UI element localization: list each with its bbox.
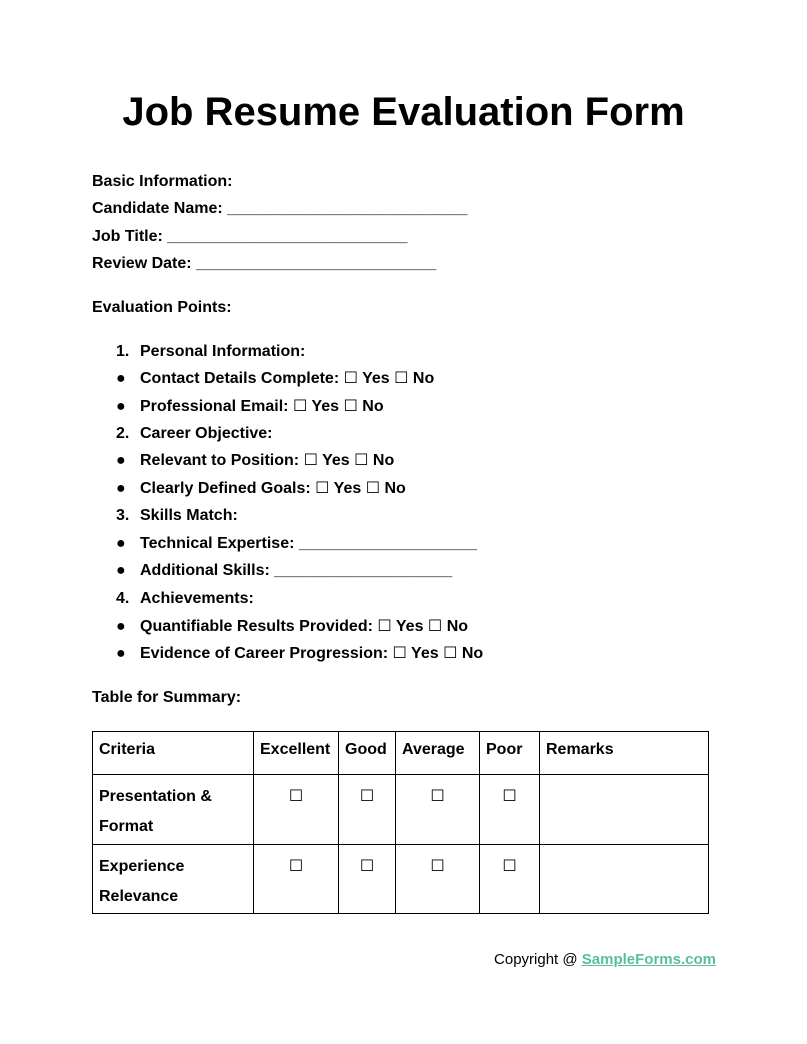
list-item [116,369,434,389]
section-title-text: Personal Information: [140,343,306,360]
section-title-text: Career Objective: [140,425,273,442]
section-title [116,342,305,362]
checkbox-icon[interactable]: ☐ [480,845,540,914]
checkbox-icon[interactable]: ☐ [396,845,480,914]
review-date-blank[interactable]: ___________________________ [196,255,437,272]
list-item [116,479,406,499]
checkbox-icon[interactable]: ☐ [339,845,396,914]
criteria-cell: Presentation & Format [93,775,254,845]
page-title: Job Resume Evaluation Form [122,90,685,134]
column-header: Poor [480,732,540,775]
bullet-icon: ● [116,535,126,552]
list-item-text[interactable]: Additional Skills: ____________________ [140,562,453,579]
review-date-label: Review Date: [92,255,192,272]
table-row [93,845,709,914]
job-title-field [92,227,408,247]
column-header: Excellent [254,732,339,775]
list-item [116,397,384,417]
checkbox-icon[interactable]: ☐ [396,775,480,845]
list-item-text[interactable]: Quantifiable Results Provided: ☐ Yes ☐ No [140,618,469,635]
section-number: 2. [116,425,130,442]
column-header: Average [396,732,480,775]
section-title [116,589,254,609]
bullet-icon: ● [116,645,126,662]
column-header: Good [339,732,396,775]
bullet-icon: ● [116,398,126,415]
list-item-text[interactable]: Contact Details Complete: ☐ Yes ☐ No [140,370,435,387]
bullet-icon: ● [116,480,126,497]
list-item [116,534,477,554]
table-header-row [93,732,709,775]
remarks-cell[interactable] [540,775,709,845]
list-item [116,561,452,581]
bullet-icon: ● [116,452,126,469]
section-title [116,424,273,444]
column-header: Criteria [93,732,254,775]
table-row [93,775,709,845]
basic-info-heading: Basic Information: [92,173,233,190]
summary-heading: Table for Summary: [92,689,242,706]
sampleforms-link[interactable]: SampleForms.com [581,951,716,968]
section-title-text: Achievements: [140,590,254,607]
list-item-text[interactable]: Relevant to Position: ☐ Yes ☐ No [140,452,395,469]
remarks-cell[interactable] [540,845,709,914]
section-number: 3. [116,507,130,524]
section-title-text: Skills Match: [140,507,238,524]
column-header: Remarks [540,732,709,775]
candidate-name-blank[interactable]: ___________________________ [227,200,468,217]
list-item-text[interactable]: Technical Expertise: ____________________ [140,535,477,552]
footer-copyright [0,950,716,970]
candidate-name-label: Candidate Name: [92,200,223,217]
checkbox-icon[interactable]: ☐ [254,775,339,845]
job-title-label: Job Title: [92,228,163,245]
section-number: 4. [116,590,130,607]
summary-table [92,731,709,914]
job-title-blank[interactable]: ___________________________ [167,228,408,245]
candidate-name-field [92,199,467,219]
bullet-icon: ● [116,370,126,387]
list-item [116,644,483,664]
bullet-icon: ● [116,562,126,579]
section-title [116,506,238,526]
list-item-text[interactable]: Professional Email: ☐ Yes ☐ No [140,398,384,415]
section-number: 1. [116,343,130,360]
list-item [116,451,394,471]
criteria-cell: Experience Relevance [93,845,254,914]
checkbox-icon[interactable]: ☐ [480,775,540,845]
checkbox-icon[interactable]: ☐ [254,845,339,914]
list-item [116,617,468,637]
checkbox-icon[interactable]: ☐ [339,775,396,845]
list-item-text[interactable]: Evidence of Career Progression: ☐ Yes ☐ No [140,645,484,662]
bullet-icon: ● [116,618,126,635]
review-date-field [92,254,436,274]
copyright-text: Copyright @ [494,951,582,968]
evaluation-heading: Evaluation Points: [92,299,232,316]
list-item-text[interactable]: Clearly Defined Goals: ☐ Yes ☐ No [140,480,406,497]
